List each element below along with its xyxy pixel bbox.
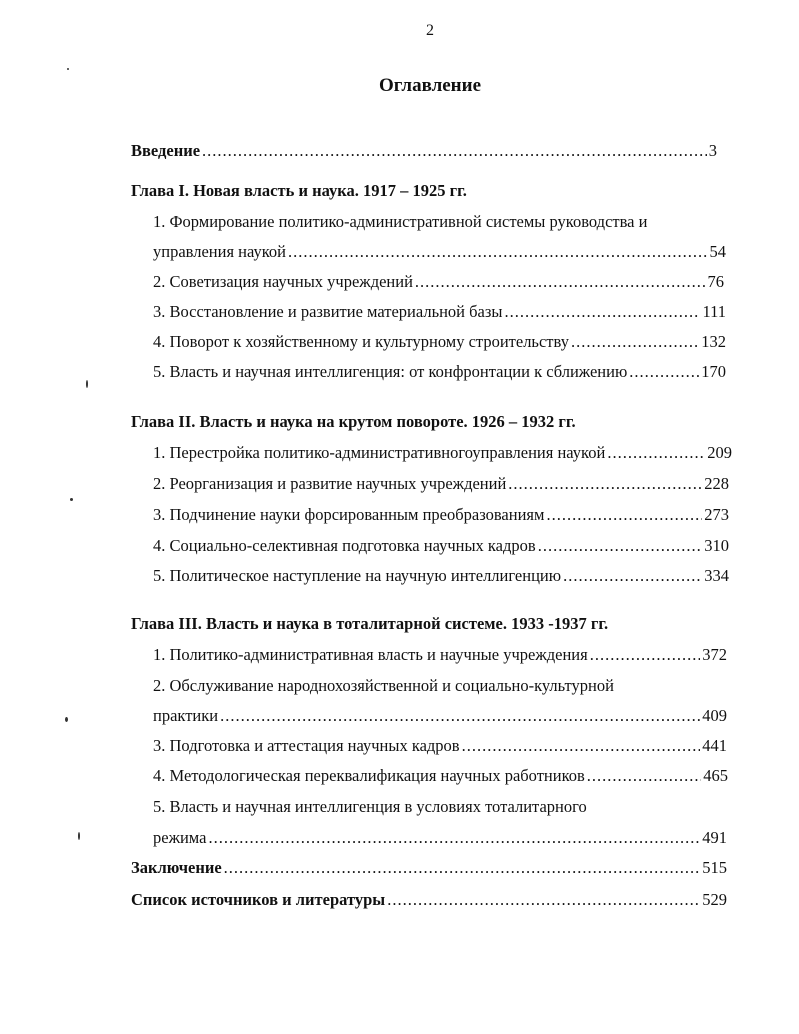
toc-entry-label: 4. Социально-селективная подготовка научных кадров — [153, 536, 536, 555]
toc-entry-page: 529 — [702, 890, 727, 909]
toc-entry-ch3-4[interactable] — [153, 766, 728, 786]
toc-leader-dots — [546, 505, 702, 525]
toc-entry-label: 2. Советизация научных учреждений — [153, 272, 413, 291]
toc-entry-label-cont: практики — [153, 706, 219, 725]
scan-speck — [70, 498, 73, 501]
toc-leader-dots — [387, 890, 700, 910]
toc-entry-label: 4. Методологическая переквалификация научных работников — [153, 766, 585, 785]
toc-entry-page: 273 — [704, 505, 729, 524]
toc-leader-dots — [590, 645, 701, 665]
toc-entry-label: 2. Реорганизация и развитие научных учреждений — [153, 474, 507, 493]
toc-entry-page: 111 — [702, 302, 726, 321]
toc-entry-page: 372 — [702, 645, 727, 664]
scan-speck — [67, 68, 69, 70]
toc-entry-ch2-5[interactable] — [153, 566, 729, 586]
toc-leader-dots — [224, 858, 701, 878]
scan-speck — [78, 832, 80, 840]
toc-entry-page: 3 — [708, 141, 717, 160]
toc-entry-ch1-2[interactable] — [153, 272, 724, 292]
toc-leader-dots — [202, 141, 707, 161]
toc-entry-page: 465 — [703, 766, 728, 785]
scan-speck — [65, 717, 68, 722]
toc-entry-label[interactable]: 1. Формирование политико-административной системы руководства и — [153, 212, 648, 231]
toc-entry-page: 54 — [709, 242, 726, 261]
chapter-2-title[interactable]: Глава II. Власть и наука на крутом повороте. 1926 – 1932 гг. — [131, 412, 576, 431]
toc-entry-page: 132 — [701, 332, 726, 351]
toc-entry-label: 1. Перестройка политико-административногоуправления наукой — [153, 443, 606, 462]
toc-leader-dots — [587, 766, 701, 786]
toc-entry-label: Заключение — [131, 858, 222, 877]
toc-entry-ch1-5[interactable] — [153, 362, 726, 382]
chapter-1-title[interactable]: Глава I. Новая власть и наука. 1917 – 1925 гг. — [131, 181, 467, 200]
toc-entry-ch3-2[interactable] — [153, 706, 727, 726]
toc-leader-dots — [629, 362, 699, 382]
toc-leader-dots — [538, 536, 703, 556]
toc-leader-dots — [208, 828, 700, 848]
toc-entry-ch3-1[interactable] — [153, 645, 727, 665]
toc-leader-dots — [462, 736, 701, 756]
toc-entry-label: Введение — [131, 141, 201, 160]
toc-entry-label: 5. Власть и научная интеллигенция: от конфронтации к сближению — [153, 362, 628, 381]
toc-leader-dots — [571, 332, 699, 352]
toc-entry-ch3-5[interactable] — [153, 828, 727, 848]
toc-leader-dots — [504, 302, 700, 322]
toc-leader-dots — [220, 706, 700, 726]
toc-entry-label: 3. Восстановление и развитие материальной базы — [153, 302, 503, 321]
toc-entry-label[interactable]: 2. Обслуживание народнохозяйственной и социально-культурной — [153, 676, 614, 695]
toc-entry-ch2-4[interactable] — [153, 536, 729, 556]
toc-leader-dots — [563, 566, 702, 586]
toc-leader-dots — [508, 474, 702, 494]
toc-entry-label: 4. Поворот к хозяйственному и культурному строительству — [153, 332, 569, 351]
toc-entry-label: 1. Политико-административная власть и научные учреждения — [153, 645, 588, 664]
toc-leader-dots — [607, 443, 705, 463]
toc-entry-ch1-3[interactable] — [153, 302, 726, 322]
page-number: 2 — [426, 22, 434, 39]
toc-entry-page: 409 — [702, 706, 727, 725]
toc-entry-page: 310 — [704, 536, 729, 555]
toc-entry-label: 3. Подготовка и аттестация научных кадров — [153, 736, 460, 755]
toc-leader-dots — [415, 272, 706, 292]
chapter-3-title[interactable]: Глава III. Власть и наука в тоталитарной системе. 1933 -1937 гг. — [131, 614, 609, 633]
toc-leader-dots — [288, 242, 708, 262]
toc-entry-page: 334 — [704, 566, 729, 585]
toc-entry-label[interactable]: 5. Власть и научная интеллигенция в условиях тоталитарного — [153, 797, 587, 816]
toc-entry-page: 441 — [702, 736, 727, 755]
toc-entry-conclusion[interactable] — [131, 858, 727, 878]
page-title: Оглавление — [378, 75, 482, 96]
toc-entry-ch1-1[interactable] — [153, 242, 726, 262]
toc-entry-page: 170 — [701, 362, 726, 381]
toc-entry-page: 491 — [702, 828, 727, 847]
toc-entry-ch2-1[interactable] — [153, 443, 732, 463]
toc-entry-ch2-3[interactable] — [153, 505, 729, 525]
toc-entry-page: 209 — [707, 443, 732, 462]
toc-entry-ch2-2[interactable] — [153, 474, 729, 494]
toc-entry-sources[interactable] — [131, 890, 727, 910]
toc-entry-ch1-4[interactable] — [153, 332, 726, 352]
toc-entry-intro[interactable] — [131, 141, 717, 161]
toc-entry-label: 3. Подчинение науки форсированным преобразованиям — [153, 505, 545, 524]
toc-entry-page: 228 — [704, 474, 729, 493]
toc-entry-page: 515 — [702, 858, 727, 877]
scan-speck — [86, 380, 88, 388]
toc-entry-page: 76 — [707, 272, 724, 291]
toc-entry-ch3-3[interactable] — [153, 736, 727, 756]
toc-entry-label: Список источников и литературы — [131, 890, 386, 909]
toc-entry-label-cont: управления наукой — [153, 242, 286, 261]
toc-entry-label: 5. Политическое наступление на научную интеллигенцию — [153, 566, 562, 585]
toc-entry-label-cont: режима — [153, 828, 207, 847]
